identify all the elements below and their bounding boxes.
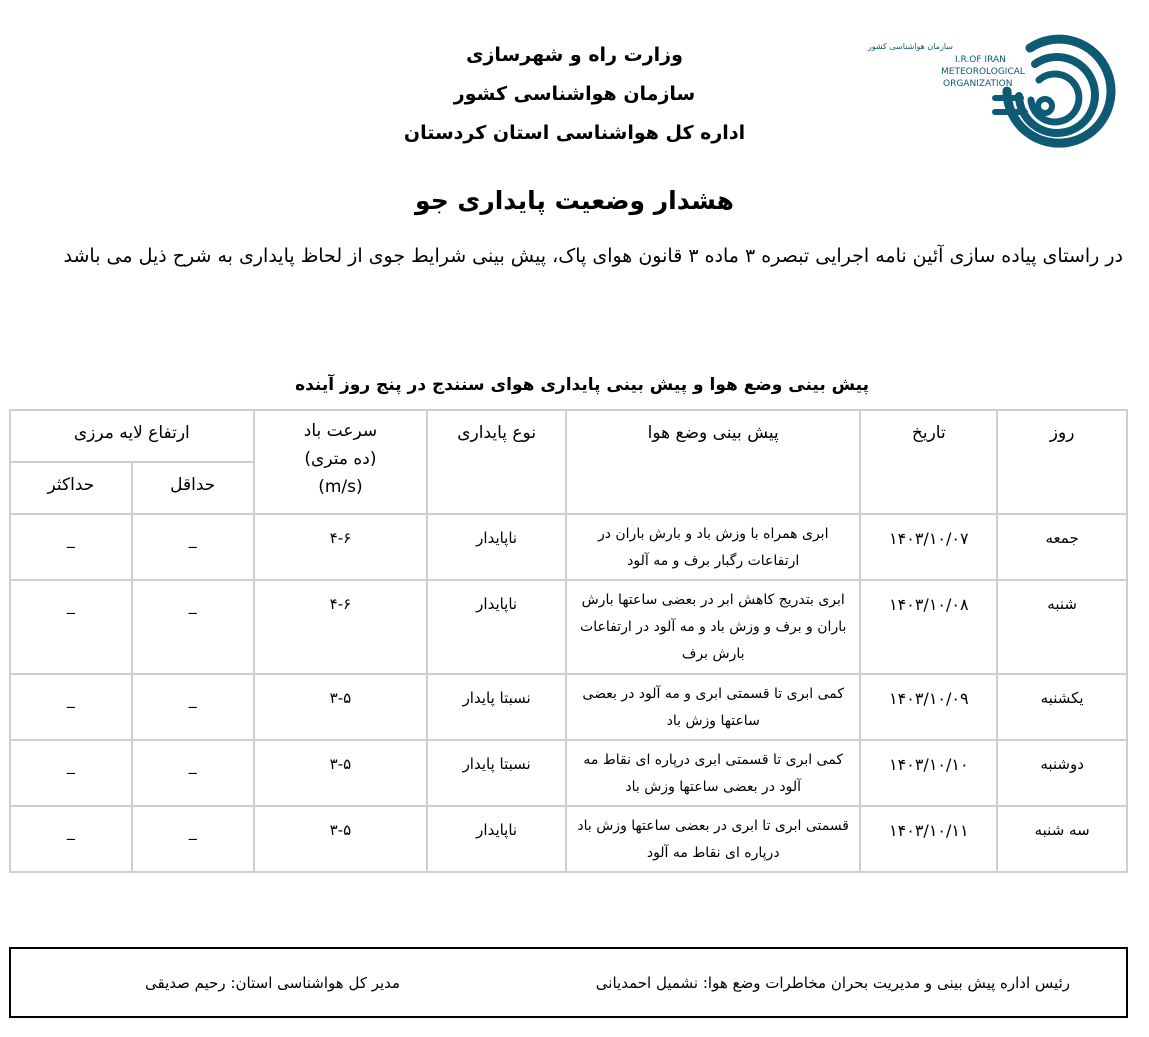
logo-text-line3: ORGANIZATION <box>943 79 1013 89</box>
cell-forecast: کمی ابری تا قسمتی ابری درپاره ای نقاط مه آلود در بعضی ساعتها وزش باد <box>566 740 860 806</box>
cell-wind: ۴-۶ <box>254 514 428 580</box>
cell-stability: ناپایدار <box>427 580 566 674</box>
signature-box <box>9 947 1128 1018</box>
document-title: هشدار وضعیت پایداری جو <box>415 186 734 215</box>
cell-min: _ <box>132 514 254 580</box>
header-wind-line2: (ده متری) <box>304 449 377 469</box>
cell-stability: ناپایدار <box>427 514 566 580</box>
cell-stability: نسبتا پایدار <box>427 674 566 740</box>
cell-max: _ <box>10 514 132 580</box>
table-row <box>10 514 1127 580</box>
header-max: حداکثر <box>10 462 132 514</box>
cell-forecast: ابری بتدریج کاهش ابر در بعضی ساعتها بارش باران و برف و وزش باد و مه آلود در ارتفاعات بارش برف <box>566 580 860 674</box>
cell-day: سه شنبه <box>997 806 1127 872</box>
cell-day: شنبه <box>997 580 1127 674</box>
header-wind-line1: سرعت باد <box>303 421 378 441</box>
cell-stability: ناپایدار <box>427 806 566 872</box>
header-wind-speed <box>254 410 428 514</box>
header-wind-line3: (m/s) <box>318 477 363 497</box>
header-stability: نوع پایداری <box>427 410 566 514</box>
cell-day: یکشنبه <box>997 674 1127 740</box>
cell-date: ۱۴۰۳/۱۰/۰۹ <box>860 674 997 740</box>
cell-max: _ <box>10 740 132 806</box>
header-forecast: پیش بینی وضع هوا <box>566 410 860 514</box>
logo-text-line1: I.R.OF IRAN <box>955 55 1006 65</box>
forecast-head-label: رئیس اداره پیش بینی و مدیریت بحران مخاطرات وضع هوا: <box>702 974 1070 992</box>
director-signature <box>145 974 400 992</box>
ministry-name: وزارت راه و شهرسازی <box>466 44 683 66</box>
cell-wind: ۴-۶ <box>254 580 428 674</box>
forecast-head-signature <box>596 974 1070 992</box>
cell-wind: ۳-۵ <box>254 806 428 872</box>
header-date: تاریخ <box>860 410 997 514</box>
director-label: مدیر کل هواشناسی استان: <box>230 974 401 992</box>
table-row <box>10 740 1127 806</box>
cell-max: _ <box>10 806 132 872</box>
forecast-head-name: نشمیل احمدیانی <box>595 974 699 992</box>
cell-min: _ <box>132 740 254 806</box>
table-row <box>10 674 1127 740</box>
cell-date: ۱۴۰۳/۱۰/۰۷ <box>860 514 997 580</box>
cell-forecast: قسمتی ابری تا ابری در بعضی ساعتها وزش باد درپاره ای نقاط مه آلود <box>566 806 860 872</box>
forecast-table <box>9 409 1128 873</box>
cell-max: _ <box>10 674 132 740</box>
cell-wind: ۳-۵ <box>254 740 428 806</box>
header-day: روز <box>997 410 1127 514</box>
cell-max: _ <box>10 580 132 674</box>
director-name: رحیم صدیقی <box>145 974 226 992</box>
cell-forecast: ابری همراه با وزش باد و بارش باران در ارتفاعات رگبار برف و مه آلود <box>566 514 860 580</box>
logo-text-line2: METEOROLOGICAL <box>941 67 1025 77</box>
cell-min: _ <box>132 806 254 872</box>
cell-date: ۱۴۰۳/۱۰/۱۱ <box>860 806 997 872</box>
table-title: پیش بینی وضع هوا و پیش بینی پایداری هوای سنندج در پنج روز آینده <box>295 375 869 395</box>
cell-day: دوشنبه <box>997 740 1127 806</box>
document-header <box>0 36 1149 153</box>
cell-date: ۱۴۰۳/۱۰/۱۰ <box>860 740 997 806</box>
department-name: اداره کل هواشناسی استان کردستان <box>403 122 746 144</box>
cell-min: _ <box>132 674 254 740</box>
table-row <box>10 580 1127 674</box>
cell-wind: ۳-۵ <box>254 674 428 740</box>
organization-name: سازمان هواشناسی کشور <box>453 83 696 105</box>
table-row <box>10 806 1127 872</box>
cell-min: _ <box>132 580 254 674</box>
logo-text-fa: سازمان هواشناسی کشور <box>867 42 953 51</box>
cell-date: ۱۴۰۳/۱۰/۰۸ <box>860 580 997 674</box>
header-min: حداقل <box>132 462 254 514</box>
cell-day: جمعه <box>997 514 1127 580</box>
cell-forecast: کمی ابری تا قسمتی ابری و مه آلود در بعضی ساعتها وزش باد <box>566 674 860 740</box>
cell-stability: نسبتا پایدار <box>427 740 566 806</box>
intro-paragraph: در راستای پیاده سازی آئین نامه اجرایی تبصره ۳ ماده ۳ قانون هوای پاک، پیش بینی شرایط جوی از لحاظ پایداری به شرح ذیل می باشد <box>63 245 1123 267</box>
header-boundary-layer: ارتفاع لایه مرزی <box>10 410 254 462</box>
